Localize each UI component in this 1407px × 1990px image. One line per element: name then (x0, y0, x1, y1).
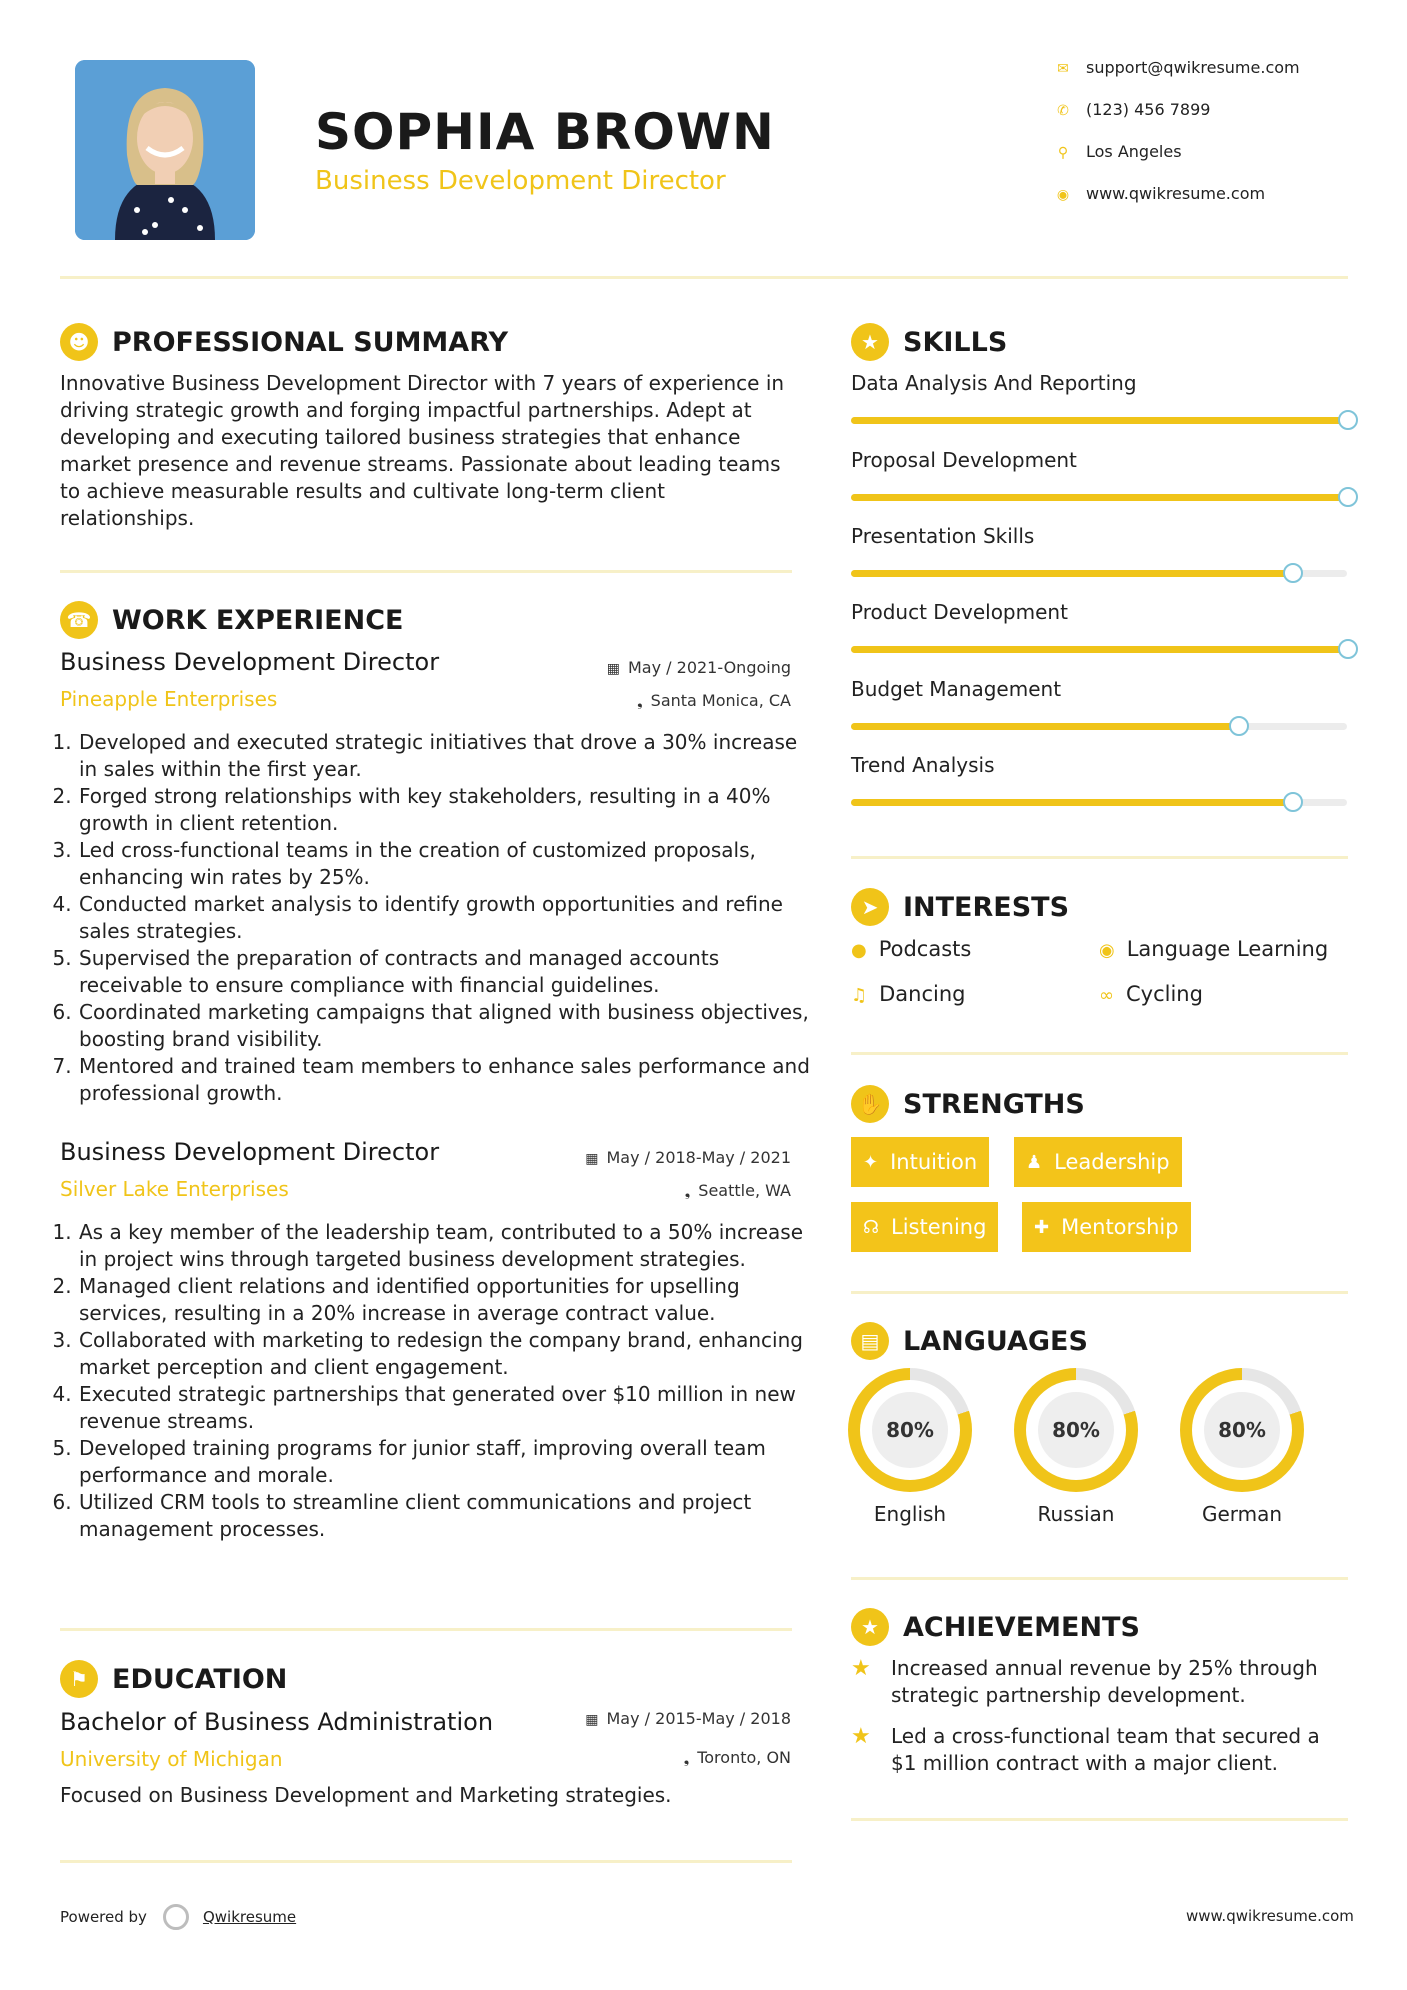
skills-divider (851, 856, 1348, 859)
education-degree: Bachelor of Business Administration (60, 1708, 494, 1736)
interest-item (851, 937, 971, 961)
skill-label: Proposal Development (851, 448, 1077, 472)
language-ring (848, 1368, 972, 1492)
contact-website[interactable] (1052, 184, 1265, 203)
user-icon: ☻ (60, 323, 98, 361)
profile-photo (75, 60, 255, 240)
interest-item (1099, 982, 1203, 1006)
phone-icon: ✆ (1057, 103, 1069, 119)
list-item: 2. Managed client relations and identified opportunities for upselling services, resulting in a 20% increase in average contract value. (78, 1273, 818, 1327)
achievement-text: Increased annual revenue by 25% through strategic partnership development. (891, 1656, 1318, 1707)
list-item: 5. Developed training programs for junior staff, improving overall team performance and morale. (78, 1435, 818, 1489)
location-icon: ⚲ (1057, 145, 1069, 161)
list-item: 4. Executed strategic partnerships that generated over $10 million in new revenue streams. (78, 1381, 818, 1435)
language-name: German (1201, 1502, 1283, 1526)
skill-label: Presentation Skills (851, 524, 1035, 548)
job-1-bullets (60, 729, 818, 1107)
globe-icon: ◉ (1056, 187, 1070, 203)
strength-label: Leadership (1054, 1150, 1170, 1174)
strength-badge (1022, 1202, 1191, 1252)
language-percent: 80% (1038, 1392, 1114, 1468)
strengths-divider (851, 1291, 1348, 1294)
list-item: 2. Forged strong relationships with key stakeholders, resulting in a 40% growth in client retention. (78, 783, 818, 837)
skill-bar-fill (851, 723, 1238, 730)
skill-bar-fill (851, 646, 1347, 653)
list-item: 6. Coordinated marketing campaigns that aligned with business objectives, boosting brand visibility. (78, 999, 818, 1053)
summary-divider (60, 570, 792, 573)
strengths-heading (851, 1085, 1085, 1123)
job-1-date-text: May / 2021-Ongoing (628, 658, 791, 677)
calendar-icon: ▦ (585, 1712, 599, 1728)
job-1-location (637, 691, 791, 710)
candidate-name: SOPHIA BROWN (315, 103, 775, 161)
contact-phone-text: (123) 456 7899 (1086, 100, 1211, 119)
skill-bar-knob (1338, 639, 1358, 659)
powered-by-text: Powered by (60, 1908, 147, 1926)
pin-icon: ❟ (684, 1184, 691, 1200)
contact-location (1052, 142, 1182, 161)
education-location (684, 1748, 791, 1767)
skills-heading (851, 323, 1007, 361)
language-ring (1014, 1368, 1138, 1492)
experience-divider (60, 1628, 792, 1631)
achievement-item (851, 1723, 1351, 1777)
language-name: English (873, 1502, 947, 1526)
education-heading (60, 1660, 287, 1698)
languages-divider (851, 1577, 1348, 1580)
skill-bar (851, 417, 1347, 424)
star-icon: ★ (851, 1724, 871, 1749)
calendar-icon: ▦ (585, 1151, 599, 1167)
interest-item (1099, 937, 1328, 961)
job-1-title: Business Development Director (60, 648, 440, 676)
job-2-location (685, 1181, 791, 1200)
fist-icon: ✋ (851, 1085, 889, 1123)
paper-plane-icon: ➤ (851, 888, 889, 926)
brand-link[interactable]: Qwikresume (202, 1908, 297, 1926)
list-item: 4. Conducted market analysis to identify growth opportunities and refine sales strategies. (78, 891, 818, 945)
list-item: 5. Supervised the preparation of contracts and managed accounts receivable to ensure compliance with financial guidelines. (78, 945, 818, 999)
skill-bar (851, 723, 1347, 730)
achievements-heading (851, 1608, 1140, 1646)
education-heading-text: EDUCATION (112, 1663, 288, 1695)
achievements-heading-text: ACHIEVEMENTS (903, 1611, 1140, 1643)
skill-bar (851, 494, 1347, 501)
lightbulb-icon: ★ (851, 323, 889, 361)
user-plus-icon: ✚ (1034, 1216, 1050, 1238)
job-2-date (585, 1148, 791, 1167)
skill-label: Data Analysis And Reporting (851, 371, 1137, 395)
qwikresume-logo-icon (163, 1904, 189, 1930)
interests-heading-text: INTERESTS (903, 891, 1070, 923)
language-percent: 80% (872, 1392, 948, 1468)
skills-heading-text: SKILLS (903, 326, 1008, 358)
language-ring (1180, 1368, 1304, 1492)
job-1-date (607, 658, 791, 677)
language-ring-hole (860, 1380, 960, 1480)
skill-bar (851, 799, 1347, 806)
achievement-item (851, 1655, 1351, 1709)
language-ring-hole (1026, 1380, 1126, 1480)
skill-bar-fill (851, 799, 1292, 806)
job-2-location-text: Seattle, WA (698, 1181, 791, 1200)
contact-website-text: www.qwikresume.com (1086, 184, 1266, 203)
interest-label: Podcasts (878, 937, 972, 961)
bicycle-icon: ∞ (1099, 985, 1114, 1006)
contact-email-text: support@qwikresume.com (1086, 58, 1300, 77)
briefcase-icon: ☎ (60, 601, 98, 639)
achievements-divider (851, 1818, 1348, 1821)
strength-label: Intuition (890, 1150, 978, 1174)
graduation-icon: ⚑ (60, 1660, 98, 1698)
calendar-icon: ▦ (606, 661, 620, 677)
contact-phone[interactable] (1052, 100, 1210, 119)
language-item (1180, 1368, 1304, 1526)
language-percent: 80% (1204, 1392, 1280, 1468)
education-description: Focused on Business Development and Marketing strategies. (60, 1783, 672, 1807)
job-2-bullets (60, 1219, 818, 1543)
languages-heading (851, 1322, 1088, 1360)
music-note-icon: ♫ (851, 985, 868, 1006)
language-item (1014, 1368, 1138, 1526)
contact-email[interactable] (1052, 58, 1300, 77)
list-item: 1. Developed and executed strategic initiatives that drove a 30% increase in sales within the first year. (78, 729, 818, 783)
skill-bar-fill (851, 570, 1292, 577)
group-icon: ♟ (1026, 1151, 1043, 1173)
skill-bar-fill (851, 417, 1347, 424)
job-1-location-text: Santa Monica, CA (650, 691, 791, 710)
strength-badge (851, 1137, 989, 1187)
education-date-text: May / 2015-May / 2018 (606, 1709, 791, 1728)
education-date (585, 1709, 791, 1728)
skill-bar (851, 570, 1347, 577)
education-school: University of Michigan (60, 1747, 283, 1771)
interest-label: Cycling (1126, 982, 1203, 1006)
skill-bar-knob (1283, 563, 1303, 583)
list-item: 1. As a key member of the leadership team, contributed to a 50% increase in project wins through targeted business development strategies. (78, 1219, 818, 1273)
microphone-icon: ● (851, 940, 867, 961)
interest-label: Dancing (879, 982, 966, 1006)
language-name: Russian (1037, 1502, 1115, 1526)
pin-icon: ❟ (637, 694, 643, 710)
mail-icon: ✉ (1057, 61, 1069, 77)
interests-heading (851, 888, 1069, 926)
strengths-heading-text: STRENGTHS (903, 1088, 1085, 1120)
language-item (848, 1368, 972, 1526)
headphones-icon: ☊ (863, 1216, 879, 1238)
skill-bar-knob (1338, 487, 1358, 507)
contact-location-text: Los Angeles (1086, 142, 1182, 161)
pin-icon: ❟ (683, 1751, 690, 1767)
list-item: 3. Led cross-functional teams in the creation of customized proposals, enhancing win rates by 25%. (78, 837, 818, 891)
skill-bar-knob (1338, 410, 1358, 430)
education-divider (60, 1860, 792, 1863)
powered-by (60, 1904, 296, 1930)
summary-heading-text: PROFESSIONAL SUMMARY (112, 326, 509, 358)
interest-item (851, 982, 966, 1006)
skill-bar-fill (851, 494, 1347, 501)
skill-bar-knob (1283, 792, 1303, 812)
job-2-date-text: May / 2018-May / 2021 (606, 1148, 791, 1167)
globe-icon: ◉ (1099, 940, 1115, 961)
skill-label: Product Development (851, 600, 1068, 624)
job-1-company: Pineapple Enterprises (60, 687, 278, 711)
skill-label: Trend Analysis (851, 753, 995, 777)
list-item: 3. Collaborated with marketing to redesign the company brand, enhancing market perception and client engagement. (78, 1327, 818, 1381)
skill-bar-knob (1229, 716, 1249, 736)
header-divider (60, 276, 1348, 279)
language-ring-hole (1192, 1380, 1292, 1480)
star-icon: ★ (851, 1608, 889, 1646)
experience-heading-text: WORK EXPERIENCE (112, 604, 404, 636)
strength-label: Listening (891, 1215, 987, 1239)
skill-label: Budget Management (851, 677, 1062, 701)
strength-badge (851, 1202, 998, 1252)
summary-heading (60, 323, 508, 361)
star-icon: ★ (851, 1656, 871, 1681)
education-location-text: Toronto, ON (697, 1748, 791, 1767)
magic-wand-icon: ✦ (863, 1151, 879, 1173)
skill-bar (851, 646, 1347, 653)
languages-heading-text: LANGUAGES (903, 1325, 1088, 1357)
language-icon: ▤ (851, 1322, 889, 1360)
strength-badge (1014, 1137, 1182, 1187)
experience-heading (60, 601, 403, 639)
job-2-company: Silver Lake Enterprises (60, 1177, 289, 1201)
interest-label: Language Learning (1126, 937, 1329, 961)
summary-text: Innovative Business Development Director with 7 years of experience in driving strategic growth and forging impactful partnerships. Adept at developing and executing tailored business strategies that enhance market presence and revenue streams. Passionate about leading teams to achieve measurable results and cultivate long-term client relationships. (60, 371, 785, 530)
achievement-text: Led a cross-functional team that secured a $1 million contract with a major client. (891, 1724, 1320, 1775)
job-2-title: Business Development Director (60, 1138, 440, 1166)
candidate-title: Business Development Director (315, 166, 726, 196)
strength-label: Mentorship (1061, 1215, 1179, 1239)
footer-url[interactable]: www.qwikresume.com (1186, 1907, 1354, 1925)
interests-divider (851, 1052, 1348, 1055)
list-item: 6. Utilized CRM tools to streamline client communications and project management processes. (78, 1489, 818, 1543)
list-item: 7. Mentored and trained team members to enhance sales performance and professional growth. (78, 1053, 818, 1107)
